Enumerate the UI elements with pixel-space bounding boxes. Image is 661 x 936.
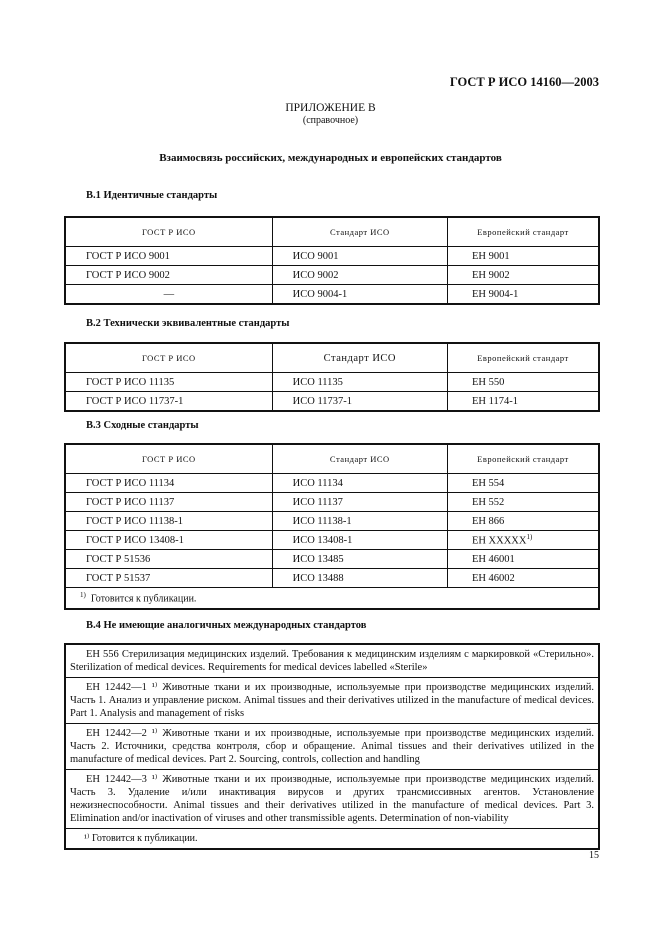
cell: ЕН 46001 <box>447 550 599 569</box>
cell: ИСО 13408-1 <box>272 531 447 550</box>
footnote-mark: 1) <box>526 533 533 542</box>
section-b4-title: В.4 Не имеющие аналогичных международных стандартов <box>86 620 367 631</box>
non-equivalent-standards-list <box>64 643 600 850</box>
footnote-mark: 1) <box>80 591 86 600</box>
col-header: Европейский стандарт <box>447 217 599 247</box>
footnote <box>65 588 599 610</box>
cell: ИСО 9004-1 <box>272 285 447 305</box>
cell: ГОСТ Р 51537 <box>65 569 272 588</box>
col-header: Стандарт ИСО <box>272 217 447 247</box>
footnote-text: Готовится к публикации. <box>90 593 197 605</box>
list-item: ЕН 12442—2 ¹⁾ Животные ткани и их производные, используемые при производстве медицинских изделий. Часть 2. Источники, средства контроля, сбор и обращение. Animal tissues and their derivatives utilized in the manufacture of medical devices. Part 2. Sourcing, controls, collection and handling <box>66 724 598 770</box>
table-row <box>65 531 599 550</box>
list-item: ЕН 12442—3 ¹⁾ Животные ткани и их производные, используемые при производстве медицинских изделий. Часть 3. Удаление и/или инактивация вирусов и других трансмиссивных агентов. Установление нежизнеспособности. Animal tissues and their derivatives utilized in the manufacture of medical devices. Part 3. Elimination and/or inactivation of viruses and other transmissible agents. Determination of non-viability <box>66 770 598 829</box>
cell: ИСО 13488 <box>272 569 447 588</box>
section-b3-title: В.3 Сходные стандарты <box>86 420 199 431</box>
cell: ЕН 1174-1 <box>447 392 599 412</box>
cell: ЕН 550 <box>447 373 599 392</box>
section-b1-title: В.1 Идентичные стандарты <box>86 190 218 201</box>
table-row <box>65 373 599 392</box>
table-equivalent-standards <box>64 342 600 412</box>
cell: ИСО 11737-1 <box>272 392 447 412</box>
col-header: Европейский стандарт <box>447 343 599 373</box>
cell: ГОСТ Р ИСО 9001 <box>65 247 272 266</box>
cell: ИСО 9002 <box>272 266 447 285</box>
cell: ИСО 11137 <box>272 493 447 512</box>
table-row <box>65 512 599 531</box>
cell: ИСО 11135 <box>272 373 447 392</box>
cell: ЕН 552 <box>447 493 599 512</box>
cell-text: ЕН XXXXX <box>471 535 527 547</box>
table-row <box>65 493 599 512</box>
cell <box>447 531 599 550</box>
col-header: Европейский стандарт <box>447 444 599 474</box>
cell: ГОСТ Р ИСО 11138-1 <box>65 512 272 531</box>
main-title: Взаимосвязь российских, международных и европейских стандартов <box>159 152 502 164</box>
appendix-title: ПРИЛОЖЕНИЕ В <box>285 102 376 114</box>
table-row <box>65 392 599 412</box>
cell: ЕН 9001 <box>447 247 599 266</box>
col-header: ГОСТ Р ИСО <box>65 217 272 247</box>
col-header: ГОСТ Р ИСО <box>65 343 272 373</box>
table-row <box>65 474 599 493</box>
cell: ИСО 11134 <box>272 474 447 493</box>
table-footnote-row <box>65 588 599 610</box>
cell: ЕН 9002 <box>447 266 599 285</box>
document-header: ГОСТ Р ИСО 14160—2003 <box>449 75 599 89</box>
cell: ГОСТ Р ИСО 13408-1 <box>65 531 272 550</box>
col-header: Стандарт ИСО <box>272 444 447 474</box>
table-row <box>65 266 599 285</box>
cell: — <box>65 285 272 305</box>
table-similar-standards <box>64 443 600 610</box>
cell: ИСО 13485 <box>272 550 447 569</box>
cell: ЕН 9004-1 <box>447 285 599 305</box>
cell: ЕН 46002 <box>447 569 599 588</box>
page-number: 15 <box>589 850 599 861</box>
col-header: ГОСТ Р ИСО <box>65 444 272 474</box>
cell: ЕН 554 <box>447 474 599 493</box>
table-row <box>65 550 599 569</box>
cell: ГОСТ Р 51536 <box>65 550 272 569</box>
cell: ЕН 866 <box>447 512 599 531</box>
list-item: ЕН 556 Стерилизация медицинских изделий. Требования к медицинским изделиям с маркировкой «Стерильно». Sterilization of medical devices. Requirements for medical devices labelled «Sterile» <box>66 645 598 678</box>
cell: ГОСТ Р ИСО 11135 <box>65 373 272 392</box>
list-item: ЕН 12442—1 ¹⁾ Животные ткани и их производные, используемые при производстве медицинских изделий. Часть 1. Анализ и управление риском. Animal tissues and their derivatives utilized in the manufacture of medical devices. Part 1. Analysis and management of risks <box>66 678 598 724</box>
cell: ИСО 11138-1 <box>272 512 447 531</box>
col-header: Стандарт ИСО <box>272 343 447 373</box>
table-row <box>65 285 599 305</box>
footnote: ¹⁾ Готовится к публикации. <box>84 833 198 844</box>
table-identical-standards <box>64 216 600 305</box>
cell: ГОСТ Р ИСО 11737-1 <box>65 392 272 412</box>
appendix-subtitle: (справочное) <box>302 115 359 126</box>
table-row <box>65 569 599 588</box>
cell: ГОСТ Р ИСО 9002 <box>65 266 272 285</box>
cell: ИСО 9001 <box>272 247 447 266</box>
cell: ГОСТ Р ИСО 11137 <box>65 493 272 512</box>
section-b2-title: В.2 Технически эквивалентные стандарты <box>86 318 290 329</box>
cell: ГОСТ Р ИСО 11134 <box>65 474 272 493</box>
table-row <box>65 247 599 266</box>
